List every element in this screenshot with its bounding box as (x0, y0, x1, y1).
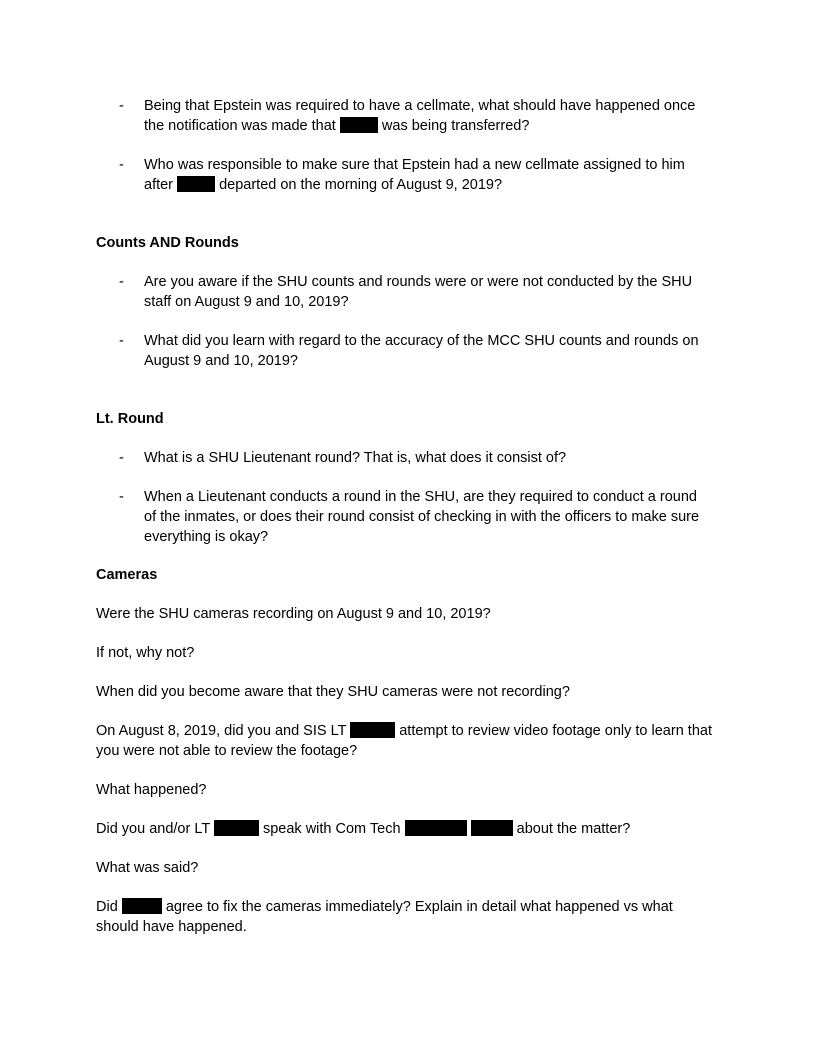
cameras-paragraph-2 (0, 643, 816, 663)
paragraph-text: agree to fix the cameras immediately? Explain in detail what happened vs what (165, 899, 673, 915)
paragraph-text: What happened? (96, 782, 207, 798)
counts-question-2 (0, 331, 816, 371)
bullet-dash: - (119, 274, 124, 290)
question-text: When a Lieutenant conducts a round in the SHU, are they required to conduct a round (144, 489, 697, 505)
question-text: the notification was made that (144, 118, 336, 134)
section-heading: Counts AND Rounds (96, 235, 239, 251)
paragraph-text: should have happened. (96, 919, 247, 935)
question-text: after (144, 177, 174, 193)
paragraph-text: speak with Com Tech (262, 821, 401, 837)
paragraph-text: On August 8, 2019, did you and SIS LT (96, 723, 347, 739)
question-text: Who was responsible to make sure that Epstein had a new cellmate assigned to him (144, 157, 685, 173)
redaction-box (340, 117, 378, 133)
redaction-box (405, 820, 467, 836)
paragraph-text: about the matter? (516, 821, 631, 837)
paragraph-text: Did you and/or LT (96, 821, 210, 837)
paragraph-text: you were not able to review the footage? (96, 743, 358, 759)
section-heading: Lt. Round (96, 411, 164, 427)
redaction-box (177, 176, 215, 192)
cellmate-question-2 (0, 155, 816, 195)
question-text: staff on August 9 and 10, 2019? (144, 294, 349, 310)
question-text: Are you aware if the SHU counts and rounds were or were not conducted by the SHU (144, 274, 693, 290)
redaction-box (122, 898, 162, 914)
counts-question-1 (0, 272, 816, 312)
cameras-paragraph-6 (0, 819, 816, 839)
question-text: August 9 and 10, 2019? (144, 353, 298, 369)
redaction-box (471, 820, 513, 836)
lt-round-question-2 (0, 487, 816, 547)
redaction-box (214, 820, 259, 836)
cameras-paragraph-7 (0, 858, 816, 878)
question-text: was being transferred? (381, 118, 530, 134)
paragraph-text: Were the SHU cameras recording on August 9 and 10, 2019? (96, 606, 491, 622)
cameras-heading-block (0, 565, 816, 585)
cameras-paragraph-8 (0, 897, 816, 937)
counts-rounds-heading-block (0, 233, 816, 253)
paragraph-text: attempt to review video footage only to learn that (399, 723, 712, 739)
bullet-dash: - (119, 157, 124, 173)
bullet-dash: - (119, 489, 124, 505)
question-text: What is a SHU Lieutenant round? That is, what does it consist of? (144, 450, 567, 466)
question-text: Being that Epstein was required to have a cellmate, what should have happened once (144, 98, 696, 114)
cameras-paragraph-3 (0, 682, 816, 702)
question-text: everything is okay? (144, 529, 269, 545)
question-text: departed on the morning of August 9, 2019? (219, 177, 503, 193)
paragraph-text: If not, why not? (96, 645, 195, 661)
cameras-paragraph-5 (0, 780, 816, 800)
bullet-dash: - (119, 98, 124, 114)
cameras-paragraph-1 (0, 604, 816, 624)
lt-round-heading-block (0, 409, 816, 429)
question-text: of the inmates, or does their round consist of checking in with the officers to make sure (144, 509, 700, 525)
cellmate-question-1 (0, 96, 816, 136)
paragraph-text: Did (96, 899, 118, 915)
question-text: What did you learn with regard to the accuracy of the MCC SHU counts and rounds on (144, 333, 699, 349)
bullet-dash: - (119, 450, 124, 466)
redaction-box (350, 722, 395, 738)
bullet-dash: - (119, 333, 124, 349)
paragraph-text: When did you become aware that they SHU cameras were not recording? (96, 684, 570, 700)
cameras-paragraph-4 (0, 721, 816, 761)
lt-round-question-1 (0, 448, 816, 468)
paragraph-text: What was said? (96, 860, 199, 876)
section-heading: Cameras (96, 567, 158, 583)
